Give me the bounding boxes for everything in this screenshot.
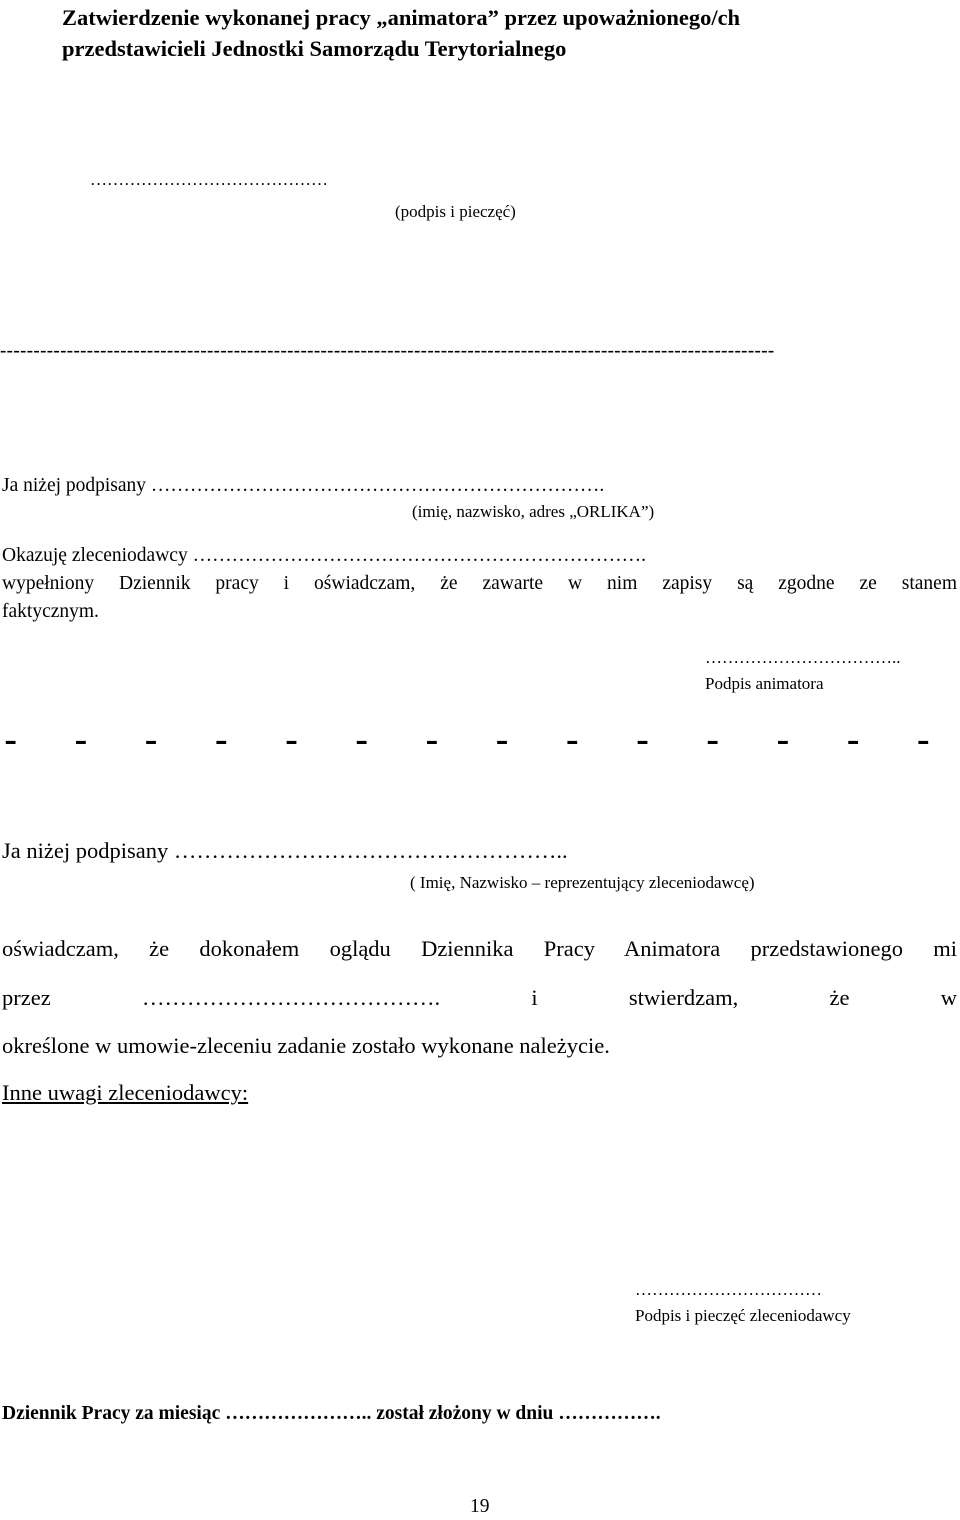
dash: - bbox=[4, 718, 18, 762]
client-name-caption: ( Imię, Nazwisko – reprezentujący zleceniodawcę) bbox=[410, 873, 755, 892]
document-title bbox=[62, 2, 740, 64]
dash: - bbox=[776, 718, 790, 762]
dash: - bbox=[846, 718, 860, 762]
title-line-1: Zatwierdzenie wykonanej pracy „animatora” przez upoważnionego/ch bbox=[62, 5, 741, 30]
client-statement-line-1: oświadczam, że dokonałem oglądu Dziennika Pracy Animatora przedstawionego mi bbox=[2, 936, 957, 961]
dash: - bbox=[916, 718, 930, 762]
dash: - bbox=[425, 718, 439, 762]
dash: - bbox=[635, 718, 650, 762]
approval-signature-dots: …………………………………… bbox=[90, 170, 328, 189]
client-declaration-line: Ja niżej podpisany …………………………………………….. bbox=[2, 838, 568, 863]
client-statement-line-2: przez …………………………………. i stwierdzam, że w bbox=[2, 985, 957, 1010]
dash: - bbox=[565, 718, 579, 762]
dash: - bbox=[74, 718, 88, 762]
dash: - bbox=[284, 718, 299, 762]
monthly-submission-line: Dziennik Pracy za miesiąc ………………….. został złożony w dniu ……………. bbox=[2, 1403, 661, 1424]
dash: - bbox=[706, 718, 720, 762]
approval-signature-caption: (podpis i pieczęć) bbox=[395, 202, 516, 221]
animator-name-caption: (imię, nazwisko, adres „ORLIKA”) bbox=[412, 502, 655, 521]
client-signature-caption: Podpis i pieczęć zleceniodawcy bbox=[635, 1306, 851, 1325]
animator-statement-line: wypełniony Dziennik pracy i oświadczam, że zawarte w nim zapisy są zgodne ze stanem bbox=[2, 573, 957, 594]
dash: - bbox=[495, 718, 509, 762]
section-separator-dashes bbox=[0, 718, 960, 763]
client-statement-line-3: określone w umowie-zleceniu zadanie zostało wykonane należycie. bbox=[2, 1033, 610, 1058]
section-separator-long: -------------------------------------------------------------------------------------------------------------------- bbox=[0, 340, 775, 361]
animator-client-line: Okazuję zleceniodawcy ……………………………………………………………. bbox=[2, 545, 646, 566]
title-line-2: przedstawicieli Jednostki Samorządu Terytorialnego bbox=[62, 36, 567, 61]
animator-statement-end: faktycznym. bbox=[2, 601, 99, 622]
dash: - bbox=[214, 718, 228, 762]
dash: - bbox=[144, 718, 158, 762]
client-signature-dots: …………………………… bbox=[635, 1280, 822, 1299]
page-number: 19 bbox=[470, 1496, 490, 1517]
animator-signature-dots: …………………………….. bbox=[705, 648, 901, 667]
client-notes-label: Inne uwagi zleceniodawcy: bbox=[2, 1080, 249, 1105]
dash: - bbox=[355, 718, 369, 762]
animator-declaration-line: Ja niżej podpisany ……………………………………………………………. bbox=[2, 475, 605, 496]
animator-signature-caption: Podpis animatora bbox=[705, 674, 824, 693]
